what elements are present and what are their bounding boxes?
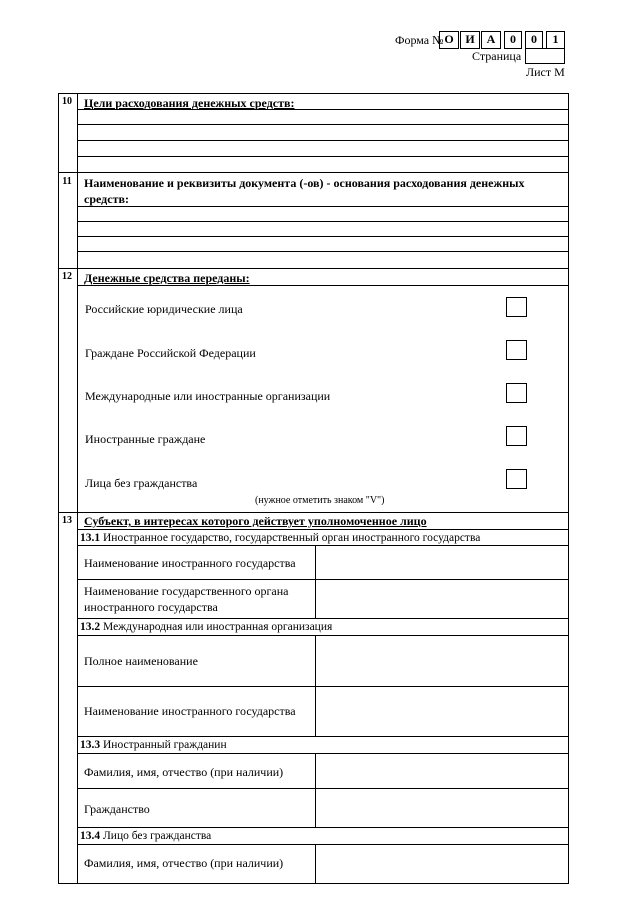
- form-code-char: О: [439, 31, 459, 49]
- input-foreign-citizen-fio[interactable]: [315, 753, 568, 788]
- row-rule: [77, 736, 568, 737]
- input-org-full-name[interactable]: [315, 635, 568, 686]
- checkbox-stateless[interactable]: [506, 469, 527, 489]
- label-foreign-gov-body-1: Наименование государственного органа: [84, 584, 289, 598]
- subsection-13-3-heading: 13.3 Иностранный гражданин: [80, 739, 227, 751]
- section-12-title-rule: [77, 285, 568, 286]
- section-divider: [58, 512, 569, 513]
- section-13-title-rule: [77, 529, 568, 530]
- label-org-foreign-state: Наименование иностранного государства: [84, 704, 296, 718]
- checkbox-intl-orgs[interactable]: [506, 383, 527, 403]
- option-label-ru-citizens: Граждане Российской Федерации: [85, 346, 256, 360]
- label-foreign-gov-body-2: иностранного государства: [84, 600, 218, 614]
- option-label-ru-legal: Российские юридические лица: [85, 302, 243, 316]
- row-rule: [77, 827, 568, 828]
- label-org-full-name: Полное наименование: [84, 654, 198, 668]
- option-label-stateless: Лица без гражданства: [85, 476, 198, 490]
- subsection-13-4-heading: 13.4 Лицо без гражданства: [80, 830, 212, 842]
- page-label: Страница: [472, 49, 522, 63]
- input-foreign-gov-body[interactable]: [315, 579, 568, 618]
- form-code-char: И: [460, 31, 480, 49]
- input-stateless-fio[interactable]: [315, 844, 568, 883]
- form-code-char: А: [481, 31, 501, 49]
- checkbox-foreign-citizens[interactable]: [506, 426, 527, 446]
- section-13-title: Субъект, в интересах которого действует уполномоченное лицо: [84, 514, 427, 528]
- sheet-label: Лист М: [526, 65, 565, 79]
- form-code-char: 0: [504, 31, 522, 49]
- input-org-foreign-state[interactable]: [315, 686, 568, 736]
- checkbox-ru-legal[interactable]: [506, 297, 527, 317]
- form-number-label: Форма №: [395, 33, 444, 47]
- option-label-foreign-citizens: Иностранные граждане: [85, 432, 206, 446]
- form-code-char: 1: [546, 31, 565, 49]
- form-code-char: 0: [525, 31, 543, 49]
- section-11-number: 11: [62, 176, 72, 187]
- section-divider: [58, 268, 569, 269]
- section-10-number: 10: [62, 96, 72, 107]
- option-label-intl-orgs: Международные или иностранные организации: [85, 389, 331, 403]
- section-13-number: 13: [62, 515, 72, 526]
- row-rule: [77, 618, 568, 619]
- input-foreign-state-name[interactable]: [315, 545, 568, 579]
- input-citizenship[interactable]: [315, 788, 568, 827]
- subsection-13-1-heading: 13.1 Иностранное государство, государственный орган иностранного государства: [80, 532, 481, 544]
- checkbox-note: (нужное отметить знаком "V"): [255, 495, 385, 506]
- label-citizenship: Гражданство: [84, 802, 150, 816]
- section-11-title-line2: средств:: [84, 192, 129, 206]
- section-11-title-line1: Наименование и реквизиты документа (-ов) - основания расходования денежных: [84, 176, 525, 190]
- section-12-number: 12: [62, 271, 72, 282]
- checkbox-ru-citizens[interactable]: [506, 340, 527, 360]
- label-stateless-fio: Фамилия, имя, отчество (при наличии): [84, 856, 284, 870]
- section-10-title: Цели расходования денежных средств:: [84, 96, 295, 110]
- label-foreign-state-name: Наименование иностранного государства: [84, 556, 296, 570]
- subsection-13-2-heading: 13.2 Международная или иностранная организация: [80, 621, 333, 633]
- section-12-title: Денежные средства переданы:: [84, 271, 250, 285]
- label-foreign-citizen-fio: Фамилия, имя, отчество (при наличии): [84, 765, 284, 779]
- section-divider: [58, 172, 569, 173]
- page-number-box[interactable]: [525, 48, 565, 64]
